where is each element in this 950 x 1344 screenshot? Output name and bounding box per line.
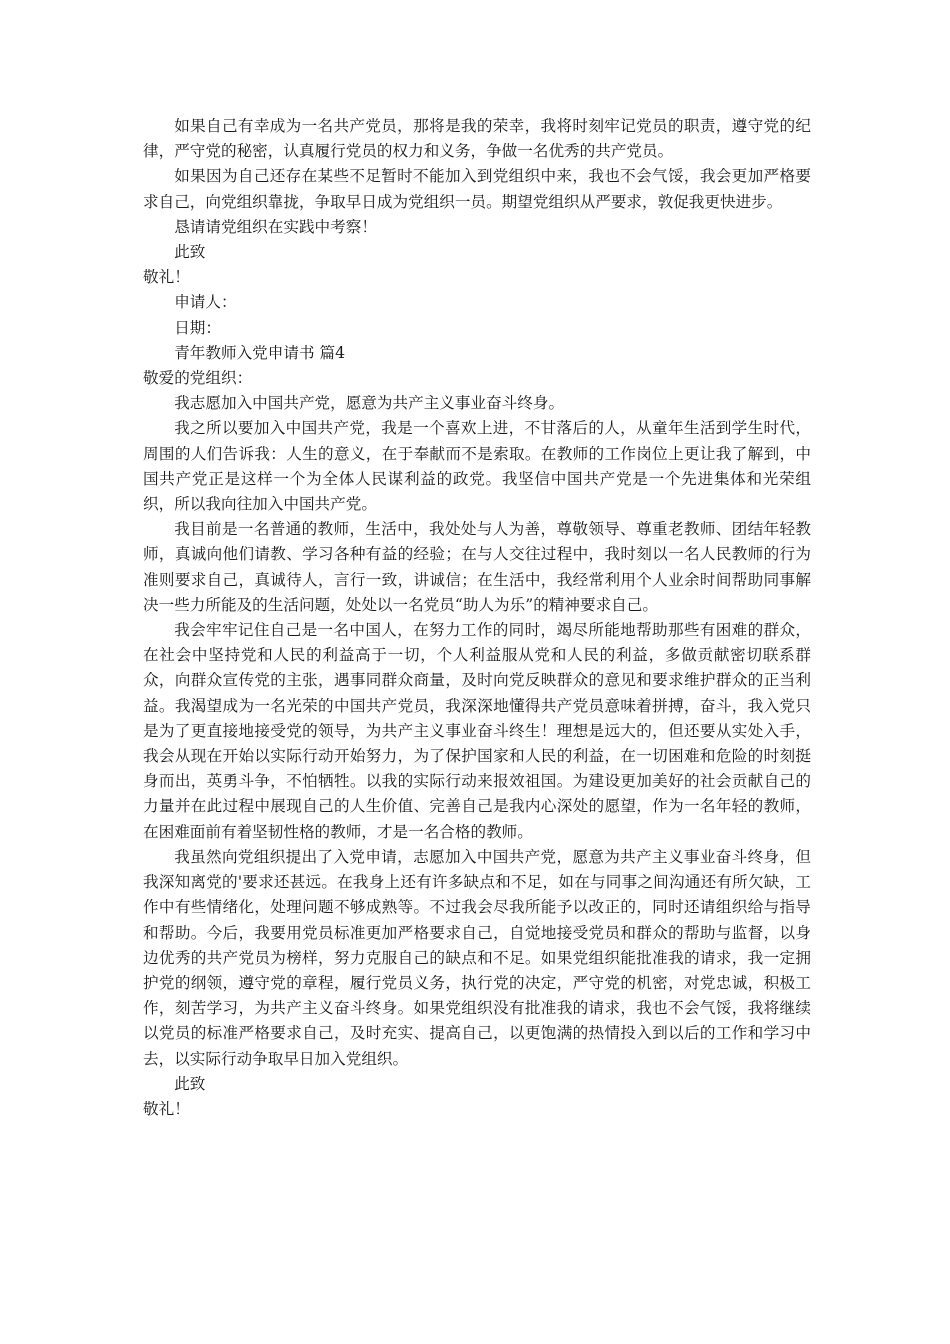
section-title: 青年教师入党申请书 篇4 [174, 343, 346, 362]
document-body [143, 114, 811, 1122]
paragraph-current-teacher: 我目前是一名普通的教师，生活中，我处处与人为善，尊敬领导、尊重老教师、团结年轻教师，真诚向他们请教、学习各种有益的经验；在与人交往过程中，我时刻以一名人民教师的行为准则要求自己，真诚待人，言行一致，讲诚信；在生活中，我经常利用个人业余时间帮助同事解决一些力所能及的生活问题，处处以一名党员“助人为乐”的精神要求自己。 [143, 520, 811, 614]
closing-jingli: 敬礼！ [143, 268, 190, 287]
paragraph-request-inspection: 恳请请党组织在实践中考察！ [174, 217, 377, 236]
paragraph-not-discouraged: 如果因为自己还存在某些不足暂时不能加入到党组织中来，我也不会气馁，我会更加严格要求自己，向党组织靠拢，争取早日成为党组织一员。期望党组织从严要求，敦促我更快进步。 [143, 167, 811, 211]
salutation: 敬爱的党组织： [143, 369, 253, 388]
paragraph-commitment: 我会牢牢记住自己是一名中国人，在努力工作的同时，竭尽所能地帮助那些有困难的群众，在社会中坚持党和人民的利益高于一切，个人利益服从党和人民的利益，多做贡献密切联系群众，向群众宣传党的主张，遇事同群众商量，及时向党反映群众的意见和要求维护群众的正当利益。我渴望成为一名光荣的中国共产党员，我深深地懂得共产党员意味着拼搏，奋斗，我入党只是为了更直接地接受党的领导，为共产主义事业奋斗终生！理想是远大的，但还要从实处入手，我会从现在开始以实际行动开始努力，为了保护国家和人民的利益，在一切困难和危险的时刻挺身而出，英勇斗争，不怕牺牲。以我的实际行动来报效祖国。为建设更加美好的社会贡献自己的力量并在此过程中展现自己的人生价值、完善自己是我内心深处的愿望，作为一名年轻的教师，在困难面前有着坚韧性格的教师，才是一名合格的教师。 [143, 621, 811, 841]
paragraph-reason: 我之所以要加入中国共产党，我是一个喜欢上进，不甘落后的人，从童年生活到学生时代，周围的人们告诉我：人生的意义，在于奉献而不是索取。在教师的工作岗位上更让我了解到，中国共产党正是这样一个为全体人民谋利益的政党。我坚信中国共产党是一个先进集体和光荣组织，所以我向往加入中国共产党。 [143, 419, 811, 514]
paragraph-volunteer: 我志愿加入中国共产党，愿意为共产主义事业奋斗终身。 [174, 394, 565, 413]
closing-cizhi: 此致 [174, 243, 206, 262]
applicant-label: 申请人： [174, 293, 237, 312]
date-label: 日期： [174, 318, 221, 337]
paragraph-shortcomings: 我虽然向党组织提出了入党申请，志愿加入中国共产党，愿意为共产主义事业奋斗终身，但我深知离党的'要求还甚远。在我身上还有许多缺点和不足，如在与同事之间沟通还有所欠缺，工作中有些情绪化，处理问题不够成熟等。不过我会尽我所能予以改正的，同时还请组织给与指导和帮助。今后，我要用党员标准更加严格要求自己，自觉地接受党员和群众的帮助与监督，以身边优秀的共产党员为榜样，努力克服自己的缺点和不足。如果党组织能批准我的请求，我一定拥护党的纲领，遵守党的章程，履行党员义务，执行党的决定，严守党的机密，对党忠诚，积极工作，刻苦学习，为共产主义奋斗终身。如果党组织没有批准我的请求，我也不会气馁，我将继续以党员的标准严格要求自己，及时充实、提高自己，以更饱满的热情投入到以后的工作和学习中去，以实际行动争取早日加入党组织。 [143, 847, 811, 1068]
paragraph-honor: 如果自己有幸成为一名共产党员，那将是我的荣幸，我将时刻牢记党员的职责，遵守党的纪律，严守党的秘密，认真履行党员的权力和义务，争做一名优秀的共产党员。 [143, 117, 811, 161]
closing-jingli-2: 敬礼！ [143, 1099, 190, 1118]
closing-cizhi-2: 此致 [174, 1074, 206, 1093]
